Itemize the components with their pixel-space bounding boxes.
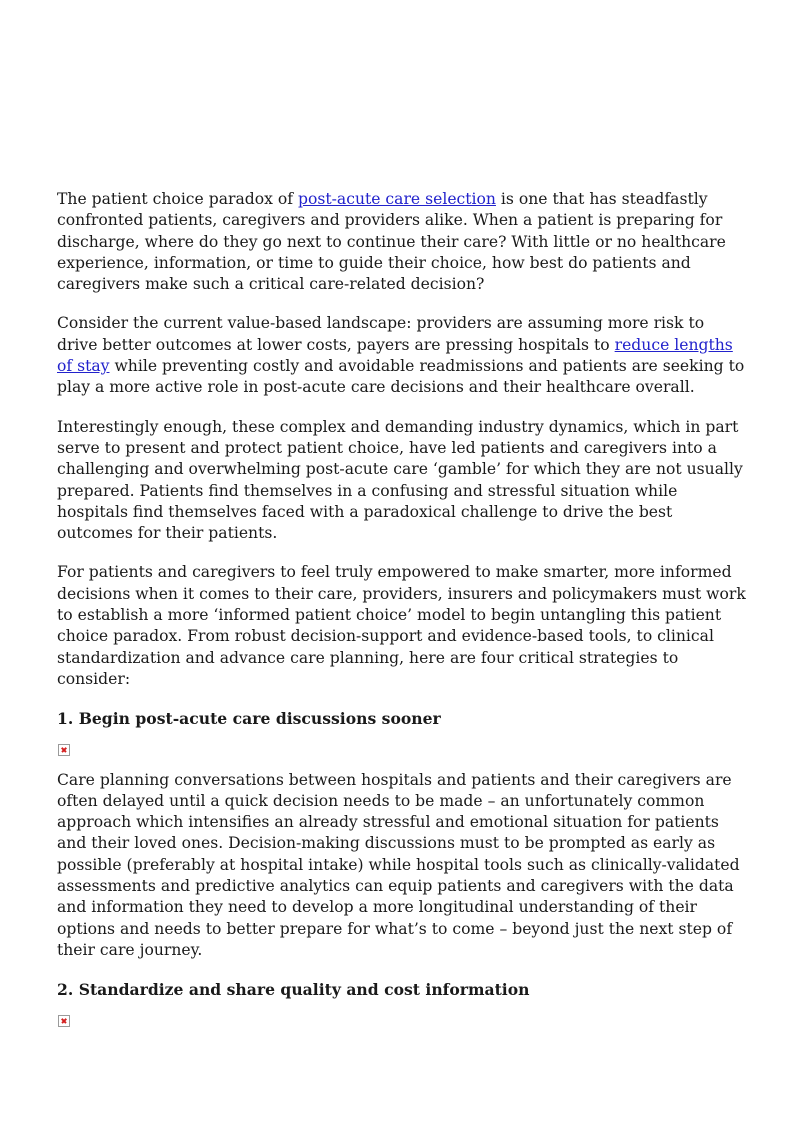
- broken-image-icon: [58, 1015, 70, 1027]
- heading-standardize-share: 2. Standardize and share quality and cost information: [57, 980, 530, 1000]
- heading-begin-discussions: 1. Begin post-acute care discussions sooner: [57, 709, 441, 729]
- landscape-text-end: while preventing costly and avoidable readmissions and patients are seeking to play a more active role in post-acute care decisions and their healthcare overall.: [57, 357, 745, 397]
- article-body: [57, 189, 747, 1041]
- reduce-lengths-of-stay-link[interactable]: reduce lengths of stay: [57, 335, 733, 376]
- care-planning-paragraph: Care planning conversations between hospitals and patients and their caregivers are often delayed until a quick decision needs to be made – an unfortunately common approach which intensifies an already stressful and emotional situation for patients and their loved ones. Decision-making discussions must to be prompted as early as possible (preferably at hospital intake) while hospital tools such as clinically-validated assessments and predictive analytics can equip patients and caregivers with the data and information they need to develop a more longitudinal understanding of their options and needs to better prepare for what’s to come – beyond just the next step of their care journey.: [57, 770, 740, 959]
- intro-paragraph: [57, 189, 747, 295]
- landscape-text-start: Consider the current value-based landscape: providers are assuming more risk to drive better outcomes at lower costs, payers are pressing hospitals to: [57, 314, 705, 354]
- intro-text-start: The patient choice paradox of: [57, 190, 298, 208]
- intro-text-end: is one that has steadfastly confronted patients, caregivers and providers alike. When a patient is preparing for discharge, where do they go next to continue their care? With little or no healthcare experience, information, or time to guide their choice, how best do patients and caregivers make such a critical care-related decision?: [57, 190, 726, 294]
- landscape-paragraph: [57, 313, 747, 398]
- strategies-paragraph: For patients and caregivers to feel truly empowered to make smarter, more informed decisions when it comes to their care, providers, insurers and policymakers must work to establish a more ‘informed patient choice’ model to begin untangling this patient choice paradox. From robust decision-support and evidence-based tools, to clinical standardization and advance care planning, here are four critical strategies to consider:: [57, 563, 746, 688]
- dynamics-paragraph: Interestingly enough, these complex and demanding industry dynamics, which in part serve to present and protect patient choice, have led patients and caregivers into a challenging and overwhelming post-acute care ‘gamble’ for which they are not usually prepared. Patients find themselves in a confusing and stressful situation while hospitals find themselves faced with a paradoxical challenge to drive the best outcomes for their patients.: [57, 417, 743, 543]
- image-placeholder-2: [57, 1015, 747, 1041]
- image-placeholder-1: [57, 744, 747, 770]
- post-acute-care-selection-link[interactable]: post-acute care selection: [298, 190, 496, 208]
- broken-image-icon: [58, 744, 70, 756]
